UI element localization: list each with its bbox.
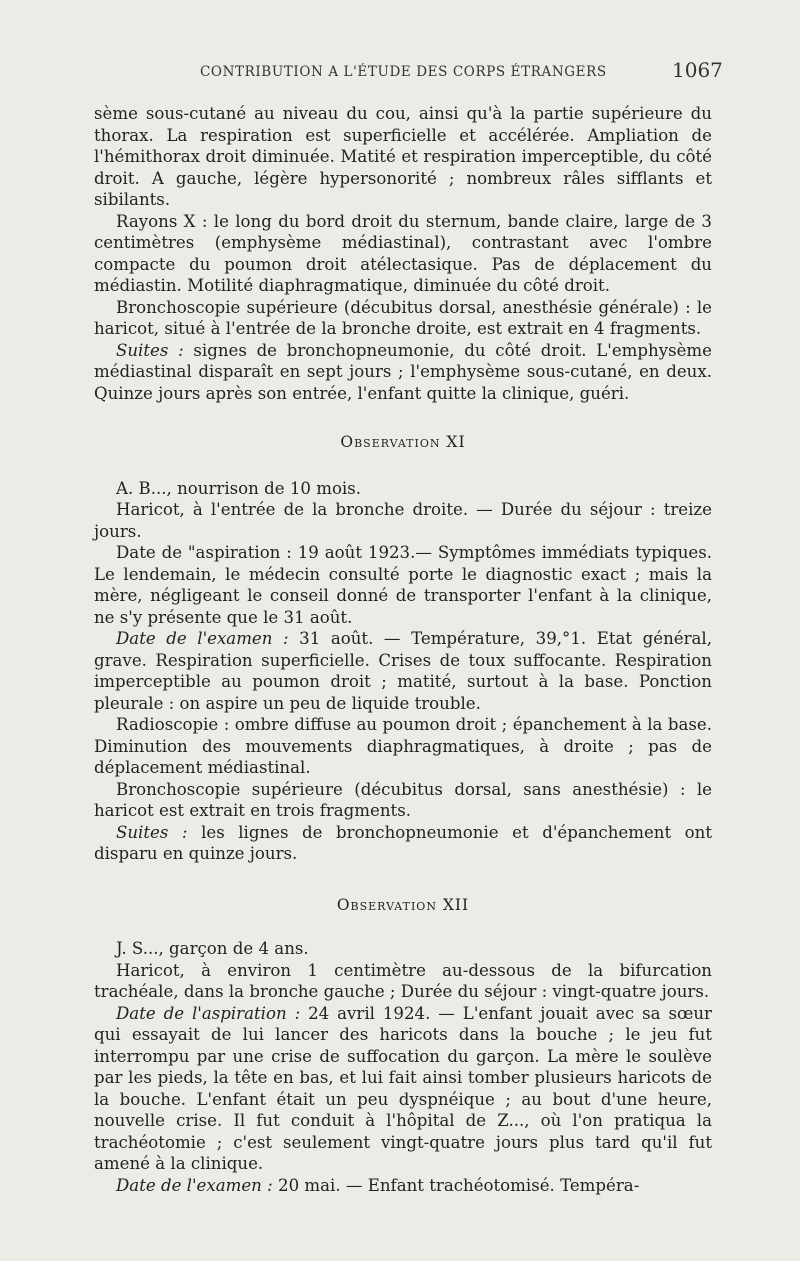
paragraph	[94, 822, 712, 865]
section-title-observation-12: Observation XII	[336, 895, 470, 914]
paragraph-label: Date de l'examen :	[116, 1175, 273, 1195]
section-title-observation-11: Observation XI	[340, 433, 466, 451]
paragraph: Date de "aspiration : 19 août 1923.— Symptômes immédiats typiques. Le lendemain, le médecin consulté porte le diagnostic exact ; mais la mère, négligeant le conseil donné de transporter l'enfant à la clinique, ne s'y présente que le 31 août.	[94, 543, 712, 627]
running-title: CONTRIBUTION A L'ÉTUDE DES CORPS ÉTRANGERS	[200, 64, 607, 80]
paragraph	[94, 1175, 712, 1197]
page-body	[94, 103, 712, 1196]
paragraph-label: Suites :	[116, 340, 184, 360]
paragraph: A. B..., nourrison de 10 mois.	[116, 478, 362, 498]
paragraph: Radioscopie : ombre diffuse au poumon droit ; épanchement à la base. Diminution des mouvements diaphragmatiques, à droite ; pas de déplacement médiastinal.	[94, 715, 712, 777]
paragraph	[94, 628, 712, 714]
paragraph	[94, 340, 712, 405]
paragraph-label: Suites :	[116, 822, 188, 842]
paragraph: Haricot, à environ 1 centimètre au-dessous de la bifurcation trachéale, dans la bronche gauche ; Durée du séjour : vingt-quatre jours.	[94, 960, 712, 1001]
paragraph-text: 24 avril 1924. — L'enfant jouait avec sa sœur qui essayait de lui lancer des haricots dans la bouche ; le jeu fut interrompu par une crise de suffocation du garçon. La mère le soulève par les pieds, la tête en bas, et lui fait ainsi tomber plusieurs haricots de la bouche. L'enfant était un peu dyspnéique ; au bout d'une heure, nouvelle crise. Il fut conduit à l'hôpital de Z..., où l'on pratiqua la trachéotomie ; c'est seulement vingt-quatre jours plus tard qu'il fut amené à la clinique.	[94, 1003, 712, 1173]
paragraph-label: Date de l'aspiration :	[116, 1003, 301, 1023]
paragraph: Bronchoscopie supérieure (décubitus dorsal, sans anesthésie) : le haricot est extrait en trois fragments.	[94, 779, 712, 820]
page-number: 1067	[672, 58, 723, 82]
paragraph	[94, 1003, 712, 1175]
paragraph-label: Date de l'examen :	[116, 629, 289, 648]
paragraph: J. S..., garçon de 4 ans.	[116, 939, 309, 958]
page-header	[0, 58, 800, 88]
paragraph-text: 20 mai. — Enfant trachéotomisé. Tempéra-	[272, 1175, 640, 1195]
paragraph: Bronchoscopie supérieure (décubitus dorsal, anesthésie générale) : le haricot, situé à l'entrée de la bronche droite, est extrait en 4 fragments.	[94, 297, 712, 338]
paragraph: Rayons X : le long du bord droit du sternum, bande claire, large de 3 centimètres (emphysème médiastinal), contrastant avec l'ombre compacte du poumon droit atélectasique. Pas de déplacement du médiastin. Motilité diaphragmatique, diminuée du côté droit.	[94, 211, 712, 295]
paragraph-text: 31 août. — Température, 39,°1. Etat général, grave. Respiration superficielle. Crises de toux suffocante. Respiration imperceptible au poumon droit ; matité, surtout à la base. Ponction pleurale : on aspire un peu de liquide trouble.	[94, 629, 712, 713]
paragraph-text: signes de bronchopneumonie, du côté droit. L'emphysème médiastinal disparaît en sept jours ; l'emphysème sous-cutané, en deux. Quinze jours après son entrée, l'enfant quitte la clinique, guéri.	[94, 340, 712, 403]
paragraph: Haricot, à l'entrée de la bronche droite. — Durée du séjour : treize jours.	[94, 500, 712, 541]
paragraph-text: les lignes de bronchopneumonie et d'épanchement ont disparu en quinze jours.	[94, 822, 713, 863]
paragraph: sème sous-cutané au niveau du cou, ainsi qu'à la partie supérieure du thorax. La respiration est superficielle et accélérée. Ampliation de l'hémithorax droit diminuée. Matité et respiration imperceptible, du côté droit. A gauche, légère hypersonorité ; nombreux râles sifflants et sibilants.	[94, 104, 712, 209]
